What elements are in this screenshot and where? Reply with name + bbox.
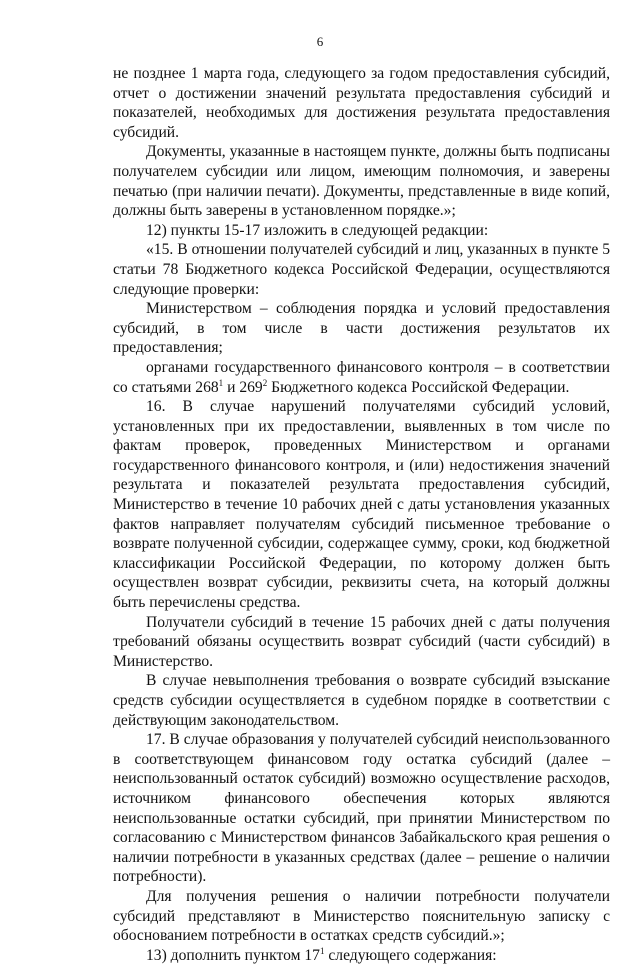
text-span: Бюджетного кодекса Российской Федерации.: [267, 378, 570, 396]
paragraph-amendment-12: 12) пункты 15-17 изложить в следующей редакции:: [146, 221, 489, 239]
paragraph-financial-control: [113, 358, 610, 397]
document-body: [113, 64, 610, 965]
superscript: 1: [319, 945, 325, 956]
paragraph-explanatory-note: Для получения решения о наличии потребности получатели субсидий представляют в Министерство пояснительную записку с обоснованием потребности в остатках средств субсидий.»;: [113, 887, 610, 945]
text-span: органами государственного финансового контроля – в соответствии со статьями 268: [113, 358, 610, 396]
paragraph-refund-obligation: Получатели субсидий в течение 15 рабочих дней с даты получения требований обязаны осуществить возврат субсидий (части субсидий) в Министерство.: [113, 613, 610, 670]
paragraph-item-15: «15. В отношении получателей субсидий и лиц, указанных в пункте 5 статьи 78 Бюджетного кодекса Российской Федерации, осуществляются следующие проверки:: [113, 241, 610, 298]
text-span: следующего содержания:: [324, 946, 497, 964]
superscript: 1: [218, 377, 224, 388]
paragraph-amendment-13: [113, 946, 610, 965]
paragraph-documents-signing: Документы, указанные в настоящем пункте, должны быть подписаны получателем субсидии или лицом, имеющим полномочия, и заверены печатью (при наличии печати). Документы, представленные в виде копий, должны быть заверены в установленном порядке.»;: [113, 143, 610, 220]
paragraph-report-deadline: не позднее 1 марта года, следующего за годом предоставления субсидий, отчет о достижении значений результата предоставления субсидий и показателей, необходимых для достижения результата предоставления субсидий.: [113, 65, 610, 141]
text-span: и 269: [223, 378, 263, 396]
superscript: 2: [262, 377, 268, 388]
text-span: 13) дополнить пунктом 17: [146, 946, 320, 964]
paragraph-item-16: 16. В случае нарушений получателями субсидий условий, установленных при их предоставлении, выявленных в том числе по фактам проверок, проведенных Министерством и органами государственного финансового контроля, и (или) недостижения значений результата и показателей результата предоставления субсидий, Министерство в течение 10 рабочих дней с даты установления указанных фактов направляет получателям субсидий письменное требование о возврате полученной субсидии, содержащее сумму, сроки, код бюджетной классификации Российской Федерации, по которому должен быть осуществлен возврат субсидии, реквизиты счета, на который должны быть перечислены средства.: [113, 398, 610, 612]
paragraph-ministry-checks: Министерством – соблюдения порядка и условий предоставления субсидий, в том числе в части достижения результатов их предоставления;: [113, 300, 610, 357]
page-number: 6: [316, 34, 324, 49]
paragraph-court-recovery: В случае невыполнения требования о возврате субсидий взыскание средств субсидии осуществляется в судебном порядке в соответствии с действующим законодательством.: [113, 672, 610, 729]
paragraph-item-17: 17. В случае образования у получателей субсидий неиспользованного в соответствующем финансовом году остатка субсидий (далее – неиспользованный остаток субсидий) возможно осуществление расходов, источником финансового обеспечения которых являются неиспользованные остатки субсидий, при принятии Министерством по согласованию с Министерством финансов Забайкальского края решения о наличии потребности в указанных средствах (далее – решение о наличии потребности).: [113, 731, 610, 886]
